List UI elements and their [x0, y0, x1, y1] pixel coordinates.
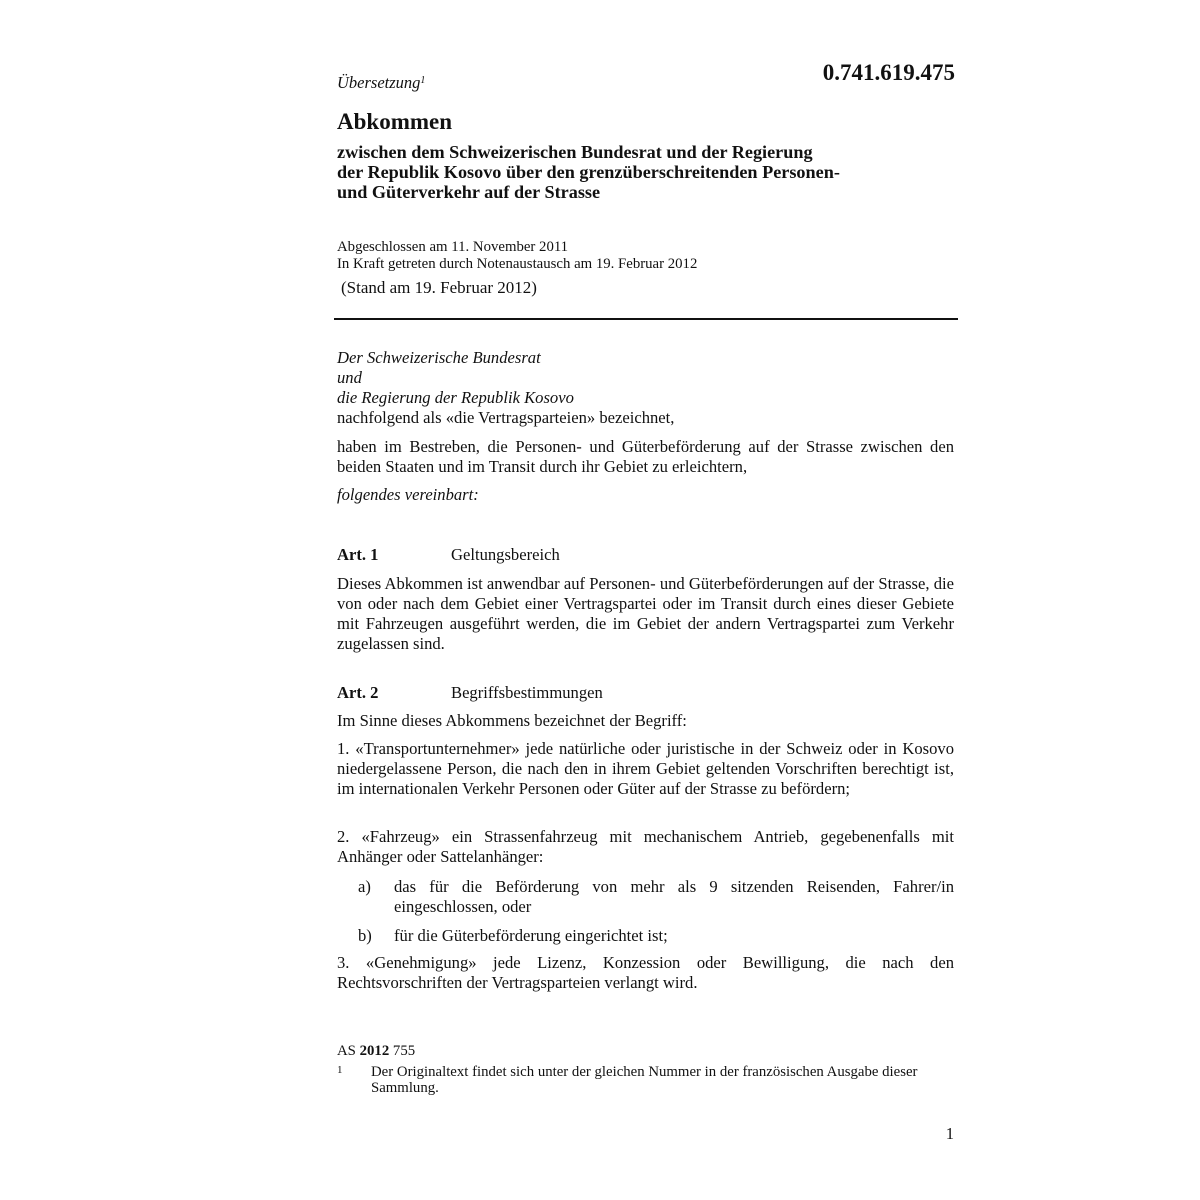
article-1-title: Geltungsbereich	[451, 545, 560, 564]
article-1-number: Art. 1	[337, 545, 379, 564]
in-force-date: In Kraft getreten durch Notenaustausch am 19. Februar 2012	[337, 256, 698, 272]
as-reference	[337, 1043, 415, 1060]
concluded-date: Abgeschlossen am 11. November 2011	[337, 239, 569, 255]
as-page: 755	[392, 1043, 416, 1059]
page-number: 1	[945, 1124, 954, 1143]
document-number: 0.741.619.475	[822, 60, 955, 85]
subtitle-line: und Güterverkehr auf der Strasse	[337, 182, 601, 202]
preamble-designation: nachfolgend als «die Vertragsparteien» bezeichnet,	[337, 408, 675, 427]
article-2-title: Begriffsbestimmungen	[451, 683, 603, 702]
article-2-item-3: 3. «Genehmigung» jede Lizenz, Konzession oder Bewilligung, die nach den Rechtsvorschriften der Vertragsparteien verlangt wird.	[337, 953, 954, 992]
article-2-sub-a: das für die Beförderung von mehr als 9 sitzenden Reisenden, Fahrer/in eingeschlossen, oder	[394, 877, 954, 916]
as-prefix: AS	[337, 1043, 356, 1059]
footnote-ref: 1	[420, 75, 426, 86]
article-2-item-2: 2. «Fahrzeug» ein Strassenfahrzeug mit mechanischem Antrieb, gegebenenfalls mit Anhänger oder Sattelanhänger:	[337, 827, 954, 866]
footnote-text: Der Originaltext findet sich unter der gleichen Nummer in der französischen Ausgabe dieser Sammlung.	[371, 1064, 918, 1096]
article-1-text: Dieses Abkommen ist anwendbar auf Personen- und Güterbeförderungen auf der Strasse, die von oder nach dem Gebiet einer Vertragspartei oder im Transit durch eines dieser Gebiete mit Fahrzeugen ausgeführt werden, die im Gebiet der andern Vertragspartei zum Verkehr zugelassen sind.	[337, 574, 954, 653]
preamble-purpose: haben im Bestreben, die Personen- und Güterbeförderung auf der Strasse zwischen den beiden Staaten und im Transit durch ihr Gebiet zu erleichtern,	[337, 437, 954, 476]
article-2-sub-a-marker: a)	[358, 877, 371, 896]
as-year: 2012	[359, 1043, 390, 1059]
article-2-item-1: 1. «Transportunternehmer» jede natürliche oder juristische in der Schweiz oder in Kosovo niedergelassene Person, die nach den in ihrem Gebiet geltenden Vorschriften berechtigt ist, im internationalen Verkehr Personen oder Güter auf der Strasse zu befördern;	[337, 739, 954, 798]
title-divider	[334, 318, 958, 320]
preamble-party-2: die Regierung der Republik Kosovo	[337, 388, 574, 407]
subtitle-line: zwischen dem Schweizerischen Bundesrat und der Regierung	[337, 142, 813, 162]
subtitle-line: der Republik Kosovo über den grenzüberschreitenden Personen-	[337, 162, 840, 182]
preamble-party-1: Der Schweizerische Bundesrat	[337, 348, 541, 367]
status-date: (Stand am 19. Februar 2012)	[341, 278, 537, 297]
article-2-intro: Im Sinne dieses Abkommens bezeichnet der Begriff:	[337, 711, 687, 730]
preamble-and: und	[337, 368, 362, 387]
document-title: Abkommen	[337, 109, 453, 134]
article-2-sub-b-marker: b)	[358, 926, 372, 945]
translation-label	[337, 73, 425, 93]
document-subtitle	[337, 142, 937, 202]
preamble-agreed: folgendes vereinbart:	[337, 485, 479, 504]
footnote-marker: 1	[337, 1064, 343, 1076]
article-2-number: Art. 2	[337, 683, 379, 702]
translation-label-text: Übersetzung	[337, 73, 421, 92]
article-2-sub-b: für die Güterbeförderung eingerichtet ist;	[394, 926, 668, 945]
